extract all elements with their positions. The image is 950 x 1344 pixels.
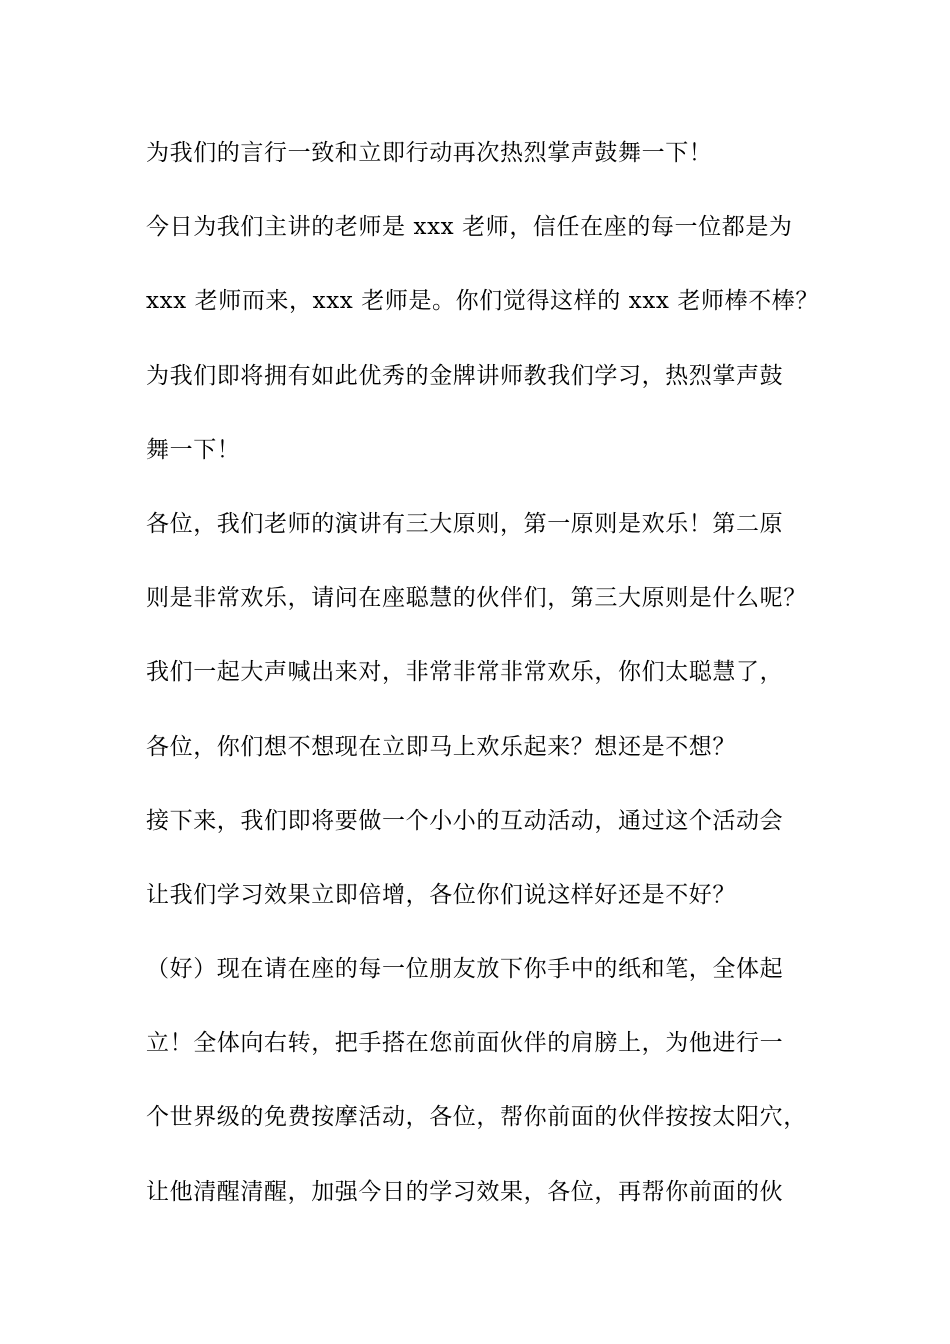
text-line: 舞一下！ (146, 436, 241, 463)
text-line: xxx 老师而来，xxx 老师是。你们觉得这样的 xxx 老师棒不棒？ (146, 288, 819, 315)
text-line: 为我们即将拥有如此优秀的金牌讲师教我们学习，热烈掌声鼓 (146, 362, 784, 389)
text-line: 立！全体向右转，把手搭在您前面伙伴的肩膀上，为他进行一 (146, 1030, 784, 1057)
text-line: 则是非常欢乐，请问在座聪慧的伙伴们，第三大原则是什么呢？ (146, 585, 807, 612)
text-line: 各位，你们想不想现在立即马上欢乐起来？想还是不想？ (146, 733, 736, 760)
text-line: 个世界级的免费按摩活动，各位，帮你前面的伙伴按按太阳穴， (146, 1104, 807, 1131)
body-text (146, 128, 826, 1241)
text-line: 我们一起大声喊出来对，非常非常非常欢乐，你们太聪慧了， (146, 659, 784, 686)
text-line: 各位，我们老师的演讲有三大原则，第一原则是欢乐！第二原 (146, 510, 784, 537)
text-line: 为我们的言行一致和立即行动再次热烈掌声鼓舞一下！ (146, 140, 713, 166)
text-line: 让我们学习效果立即倍增，各位你们说这样好还是不好？ (146, 881, 736, 908)
text-line: （好）现在请在座的每一位朋友放下你手中的纸和笔，全体起 (146, 956, 784, 983)
text-line: 今日为我们主讲的老师是 xxx 老师，信任在座的每一位都是为 (146, 214, 793, 241)
text-line: 让他清醒清醒，加强今日的学习效果，各位，再帮你前面的伙 (146, 1178, 784, 1205)
text-line: 接下来，我们即将要做一个小小的互动活动，通过这个活动会 (146, 807, 784, 834)
